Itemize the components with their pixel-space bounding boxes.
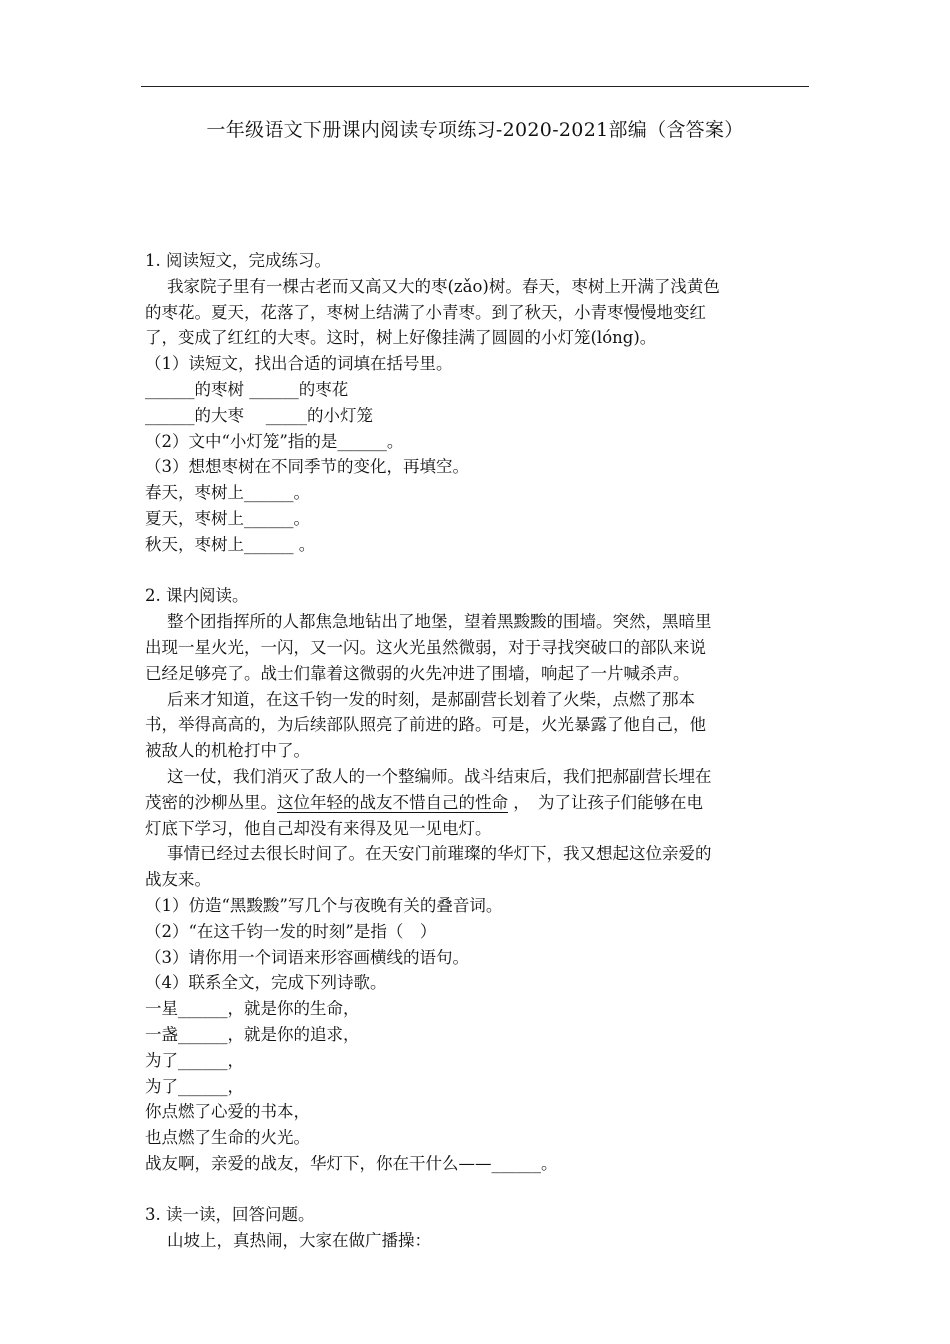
- q2-passage-text: ， 为了让孩子们能够在电: [508, 792, 703, 812]
- spacer: [145, 1177, 809, 1203]
- q2-passage-line: 书，举得高高的，为后续部队照亮了前进的路。可是，火光暴露了他自己，他: [145, 715, 706, 735]
- poem-line: 战友啊，亲爱的战友，华灯下，你在干什么——______。: [145, 1153, 558, 1173]
- q1-passage-line: 我家院子里有一棵古老而又高又大的枣(zǎo)树。春天，枣树上开满了浅黄色: [167, 276, 720, 296]
- underlined-sentence: 这位年轻的战友不惜自己的性命: [277, 792, 508, 812]
- q2-passage-text: 茂密的沙柳丛里。: [145, 792, 277, 812]
- q2-passage-line: 后来才知道，在这千钧一发的时刻，是郝副营长划着了火柴，点燃了那本: [167, 689, 695, 709]
- header-rule: [141, 86, 809, 87]
- q1-passage-line: 的枣花。夏天，花落了，枣树上结满了小青枣。到了秋天，小青枣慢慢地变红: [145, 302, 706, 322]
- q2-sub-question-3: （3）请你用一个词语来形容画横线的语句。: [145, 947, 469, 967]
- q1-season-autumn: 秋天，枣树上______ 。: [145, 534, 316, 554]
- q2-passage-line: 这一仗，我们消灭了敌人的一个整编师。战斗结束后，我们把郝副营长埋在: [167, 766, 712, 786]
- q1-sub-question-1: （1）读短文，找出合适的词填在括号里。: [145, 354, 453, 374]
- spacer: [145, 558, 809, 584]
- q3-passage-line: 山坡上，真热闹，大家在做广播操：: [167, 1231, 431, 1251]
- poem-line: 为了______，: [145, 1050, 244, 1070]
- q1-sub-question-2: （2）文中“小灯笼”指的是______。: [145, 431, 404, 451]
- q2-heading: 2. 课内阅读。: [145, 586, 249, 606]
- q1-season-summer: 夏天，枣树上______。: [145, 508, 310, 528]
- q2-sub-question-4: （4）联系全文，完成下列诗歌。: [145, 973, 387, 993]
- document-title: 一年级语文下册课内阅读专项练习-2020-2021部编（含答案）: [206, 119, 744, 141]
- q2-sub-question-1: （1）仿造“黑黢黢”写几个与夜晚有关的叠音词。: [145, 895, 503, 915]
- q2-passage-line: 整个团指挥所的人都焦急地钻出了地堡，望着黑黢黢的围墙。突然，黑暗里: [167, 612, 712, 632]
- q1-heading: 1. 阅读短文，完成练习。: [145, 251, 331, 270]
- q1-season-spring: 春天，枣树上______。: [145, 483, 310, 503]
- document-body: [145, 248, 809, 1254]
- q1-passage-line: 了，变成了红红的大枣。这时，树上好像挂满了圆圆的小灯笼(lóng)。: [145, 328, 657, 348]
- poem-line: 为了______，: [145, 1076, 244, 1096]
- q2-passage-line: 灯底下学习，他自己却没有来得及见一见电灯。: [145, 818, 492, 838]
- q2-passage-line: 已经足够亮了。战士们靠着这微弱的火先冲进了围墙，响起了一片喊杀声。: [145, 663, 690, 683]
- q1-fill-line: ______的枣树 ______的枣花: [145, 379, 349, 399]
- poem-line: 一星______，就是你的生命，: [145, 999, 360, 1019]
- q2-passage-line: 战友来。: [145, 870, 211, 890]
- q1-fill-line: ______的大枣 _____的小灯笼: [145, 405, 373, 425]
- q2-passage-line: 事情已经过去很长时间了。在天安门前璀璨的华灯下，我又想起这位亲爱的: [167, 844, 712, 864]
- q2-passage-line: 被敌人的机枪打中了。: [145, 741, 310, 761]
- q3-heading: 3. 读一读，回答问题。: [145, 1205, 315, 1225]
- q2-passage-line: [145, 790, 809, 816]
- poem-line: 一盏______，就是你的追求，: [145, 1024, 360, 1044]
- q1-sub-question-3: （3）想想枣树在不同季节的变化，再填空。: [145, 457, 469, 477]
- poem-line: 也点燃了生命的火光。: [145, 1128, 310, 1148]
- poem-line: 你点燃了心爱的书本，: [145, 1102, 310, 1122]
- q2-sub-question-2: （2）“在这千钧一发的时刻”是指（ ）: [145, 921, 437, 941]
- q2-passage-line: 出现一星火光，一闪，又一闪。这火光虽然微弱，对于寻找突破口的部队来说: [145, 637, 706, 657]
